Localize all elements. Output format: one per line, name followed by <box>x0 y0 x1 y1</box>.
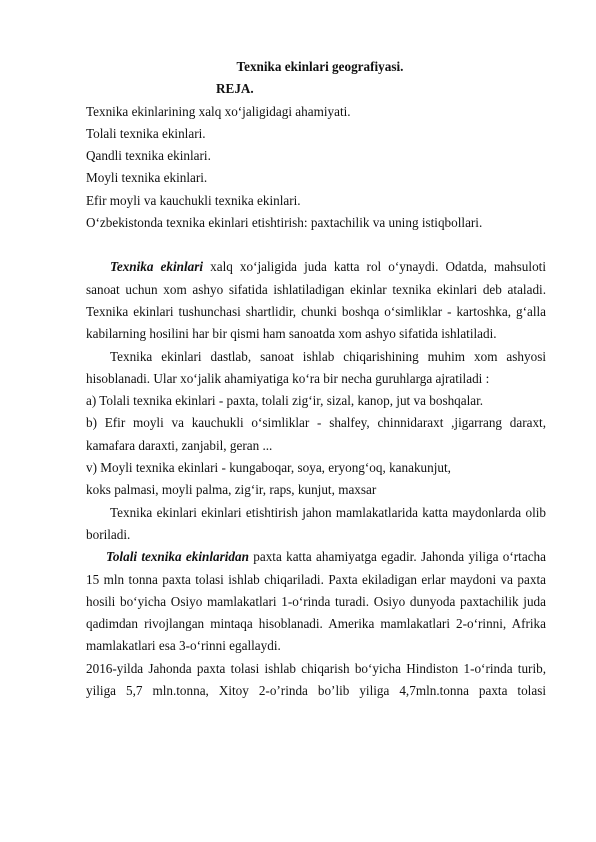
plan-item-6: O‘zbekistonda texnika ekinlari etishtirish: paxtachilik va uning istiqbollari. <box>86 215 483 231</box>
plan-item-5: Efir moyli va kauchukli texnika ekinlari. <box>86 192 301 208</box>
blank-line <box>86 234 546 256</box>
term-tolali-texnika-ekinlaridan: Tolali texnika ekinlaridan <box>106 549 249 565</box>
paragraph-intro <box>86 256 546 345</box>
paragraph-fiber-crops-text: paxta katta ahamiyatga egadir. Jahonda yiliga o‘rtacha 15 mln tonna paxta tolasi ishlab chiqariladi. Paxta ekiladigan erlar maydoni va paxta hosili bo‘yicha Osiyo mamlakatlari 1-o‘rinda turadi. Osiyo dunyoda paxtachilik juda qadimdan rivojlangan mintaqa hisoblanadi. Amerika mamlakatlari 2-o‘rinni, Afrika mamlakatlari esa 3-o‘rinni egallaydi. <box>86 549 546 654</box>
paragraph-groups: Texnika ekinlari dastlab, sanoat ishlab chiqarishining muhim xom ashyosi hisoblanadi. Ular xo‘jalik ahamiyatiga ko‘ra bir necha guruhlarga ajratiladi : <box>86 348 546 386</box>
term-texnika-ekinlari: Texnika ekinlari <box>110 259 204 275</box>
paragraph-2016-production: 2016-yilda Jahonda paxta tolasi ishlab chiqarish bo‘yicha Hindiston 1-o‘rinda turib, yiliga 5,7 mln.tonna, Xitoy 2-o’rinda bo’lib yiliga 4,7mln.tonna paxta tolasi <box>86 660 546 699</box>
paragraph-world-cultivation: Texnika ekinlari ekinlari etishtirish jahon mamlakatlarida katta maydonlarda olib boriladi. <box>86 504 546 542</box>
plan-item-1: Texnika ekinlarining xalq xo‘jaligidagi ahamiyati. <box>86 103 351 119</box>
list-item-b: b) Efir moyli va kauchukli o‘simliklar - shalfey, chinnidaraxt ,jigarrang daraxt, kamafara daraxti, zanjabil, geran ... <box>86 415 546 453</box>
list-item-v-continuation: koks palmasi, moyli palma, zig‘ir, raps, kunjut, maxsar <box>86 482 377 498</box>
plan-heading: REJA. <box>216 81 254 97</box>
paragraph-intro-text: xalq xo‘jaligida juda katta rol o‘ynaydi. Odatda, mahsuloti sanoat uchun xom ashyo sifatida ishlatiladigan ekinlar texnika ekinlari deb ataladi. Texnika ekinlari tushunchasi shartlidir, chunki boshqa o‘simliklar - kartoshka, g‘alla kabilarning hosilini har bir qismi ham sanoatda xom ashyo sifatida ishlatiladi. <box>86 259 546 342</box>
plan-item-3: Qandli texnika ekinlari. <box>86 148 211 164</box>
document-page <box>86 56 546 702</box>
list-item-a: a) Tolali texnika ekinlari - paxta, tolali zig‘ir, sizal, kanop, jut va boshqalar. <box>86 393 484 409</box>
paragraph-fiber-crops <box>86 546 546 657</box>
plan-item-4: Moyli texnika ekinlari. <box>86 170 208 186</box>
document-title: Texnika ekinlari geografiyasi. <box>236 59 404 74</box>
list-item-v: v) Moyli texnika ekinlari - kungaboqar, soya, eryong‘oq, kanakunjut, <box>86 460 451 476</box>
plan-item-2: Tolali texnika ekinlari. <box>86 125 206 141</box>
